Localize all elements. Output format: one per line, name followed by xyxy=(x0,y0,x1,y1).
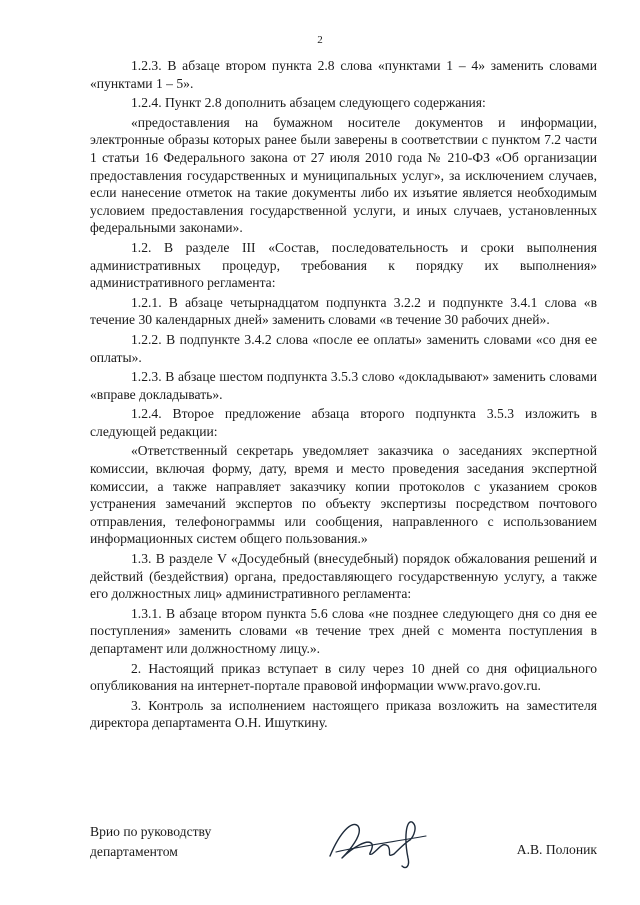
paragraph: 1.3.1. В абзаце втором пункта 5.6 слова «не позднее следующего дня со дня ее поступления» заменить словами «в течение трех дней с момента поступления в департамент или должностному лицу.». xyxy=(90,605,597,656)
paragraph: 1.2.3. В абзаце втором пункта 2.8 слова «пунктами 1 – 4» заменить словами «пунктами 1 – 5». xyxy=(90,58,597,91)
paragraph: 1.2.4. Второе предложение абзаца второго подпункта 3.5.3 изложить в следующей редакции: xyxy=(90,406,597,439)
paragraph: 3. Контроль за исполнением настоящего приказа возложить на заместителя директора департамента О.Н. Ишуткину. xyxy=(90,697,597,731)
signature-block xyxy=(90,812,597,882)
paragraph: 1.2.1. В абзаце четырнадцатом подпункта 3.2.2 и подпункте 3.4.1 слова «в течение 30 календарных дней» заменить словами «в течение 30 рабочих дней». xyxy=(90,294,597,328)
position-line-2: департаментом xyxy=(90,844,178,859)
paragraph: 1.2.3. В абзаце шестом подпункта 3.5.3 слово «докладывают» заменить словами «вправе докладывать». xyxy=(90,369,597,402)
signatory-name: А.В. Полоник xyxy=(516,842,597,857)
paragraph: 1.2.2. В подпункте 3.4.2 слова «после ее оплаты» заменить словами «со дня ее оплаты». xyxy=(90,331,597,365)
paragraph: 1.3. В разделе V «Досудебный (внесудебный) порядок обжалования решений и действий (бездействия) органа, предоставляющего государственную услугу, а также его должностных лиц» административного регламента: xyxy=(90,551,597,602)
paragraph: 1.2. В разделе III «Состав, последовательность и сроки выполнения административных процедур, требования к порядку их выполнения» административного регламента: xyxy=(90,239,597,291)
handwritten-signature-icon xyxy=(322,812,432,872)
paragraph: 1.2.4. Пункт 2.8 дополнить абзацем следующего содержания: xyxy=(131,95,486,111)
position-line-1: Врио по руководству xyxy=(90,824,212,839)
page-number: 2 xyxy=(317,34,323,46)
paragraph: 2. Настоящий приказ вступает в силу через 10 дней со дня официального опубликования на интернет-портале правовой информации www.pravo.gov.ru. xyxy=(90,660,597,694)
paragraph: «предоставления на бумажном носителе документов и информации, электронные образы которых ранее были заверены в соответствии с пунктом 7.2 части 1 статьи 16 Федерального закона от 27 июля 2010 года № 210-ФЗ «Об организации предоставления государственных и муниципальных услуг», за исключением случаев, если нанесение отметок на такие документы либо их изъятие является необходимым условием предоставления государственной услуги, и иных случаев, установленных федеральными законами». xyxy=(90,114,597,236)
paragraph: «Ответственный секретарь уведомляет заказчика о заседаниях экспертной комиссии, включая форму, дату, время и место проведения заседания экспертной комиссии, а также направляет заказчику копии протоколов с указанием сроков устранения замечаний экспертов по объекту экспертизы посредством почтового отправления, телефонограммы или сообщения, направленного с использованием информационных систем общего пользования.» xyxy=(90,443,597,547)
signatory-position xyxy=(90,822,211,862)
document-body xyxy=(90,57,597,732)
